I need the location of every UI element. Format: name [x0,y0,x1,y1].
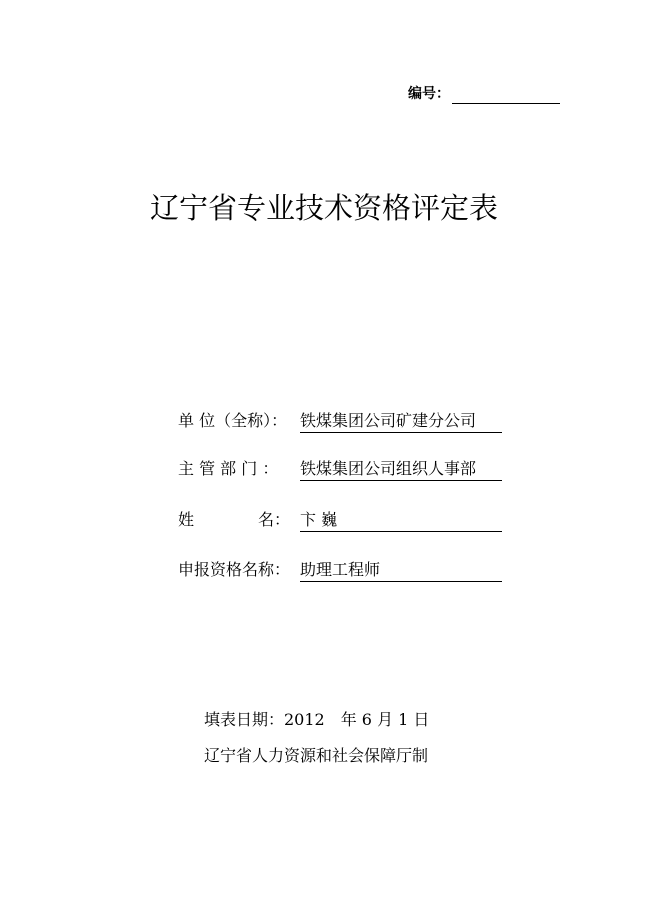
serial-number [408,84,560,104]
serial-number-field[interactable] [452,85,560,104]
field-qualification-label: 申报资格名称： [178,560,291,579]
field-department-value[interactable]: 铁煤集团公司组织人事部 [300,456,502,481]
issuer-line: 辽宁省人力资源和社会保障厅制 [204,746,429,765]
field-unit [178,408,477,434]
field-unit-value[interactable]: 铁煤集团公司矿建分公司 [300,408,502,433]
field-department [178,456,477,482]
field-qualification [178,557,381,583]
field-name-value[interactable]: 卞 巍 [300,507,502,532]
serial-number-label: 编号： [408,86,450,102]
field-name [178,507,338,533]
document-title: 辽宁省专业技术资格评定表 [150,191,499,225]
field-unit-label: 单 位（全称）： [178,411,288,430]
field-qualification-value[interactable]: 助理工程师 [300,557,502,582]
field-name-label: 姓 名： [178,510,291,529]
fill-date: 填表日期：2012 年 6 月 1 日 [204,710,430,729]
field-department-label: 主 管 部 门 ： [178,459,279,478]
